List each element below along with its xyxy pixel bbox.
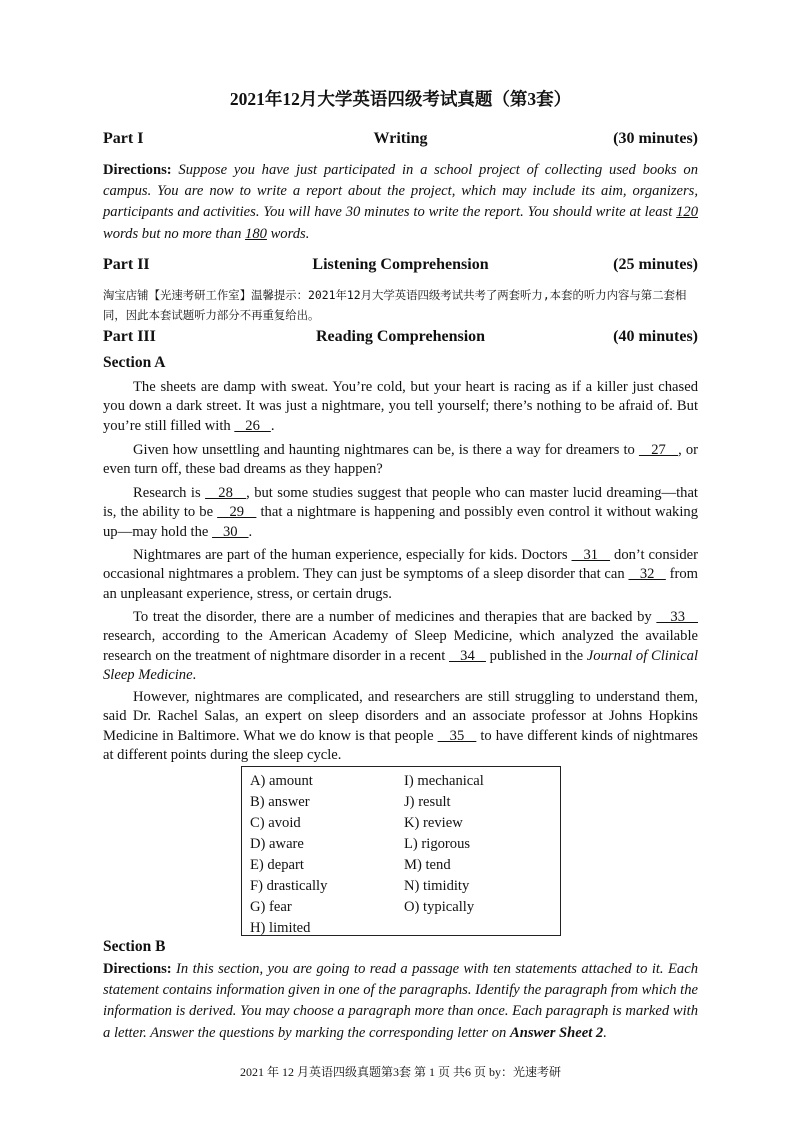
paragraph-text: that a nightmare is happening and possibly even control it without waking up—may hold the xyxy=(103,504,698,540)
word-option: A) amount xyxy=(250,773,313,789)
directions-text: words. xyxy=(266,225,310,242)
page-footer: 2021 年 12 月英语四级真题第3套 第 1 页 共6 页 by：光速考研 xyxy=(239,1065,561,1079)
blank-35: 35 xyxy=(437,727,477,744)
paragraph-text: research, according to the American Academy of Sleep Medicine, which analyzed the available research on the treatment of nightmare disorder in a recent xyxy=(103,628,698,664)
part1-name: Writing xyxy=(373,130,428,147)
page-title: 2021年12月大学英语四级考试真题（第3套） xyxy=(229,89,572,109)
journal-title: Journal of Clinical Sleep Medicine xyxy=(103,647,699,684)
passage-paragraph-2 xyxy=(103,441,698,480)
paragraph-text: The sheets are damp with sweat. You’re cold, but your heart is racing as if a killer just chased you down a dark street. It was just a nightmare, you tell yourself; there’s nothing to be afraid of. But you’re still filled with xyxy=(103,379,698,434)
word-option: E) depart xyxy=(250,857,304,873)
part1-directions xyxy=(103,160,698,245)
word-bank xyxy=(241,766,561,936)
word-option: D) aware xyxy=(250,836,304,852)
section-a-heading: Section A xyxy=(103,354,166,371)
word-option: K) review xyxy=(404,815,463,831)
passage-paragraph-6 xyxy=(103,688,698,766)
directions-text: Suppose you have just participated in a school project of collecting used books on campus. You are now to write a report about the project, which may include its aim, organizers, participants and activities. You will have 30 minutes to write the report. You should write at least xyxy=(103,162,698,221)
paragraph-text: , but some studies suggest that people who can master lucid dreaming—that is, the ability to be xyxy=(103,485,698,521)
word-option: O) typically xyxy=(404,899,475,915)
word-option: H) limited xyxy=(250,920,311,936)
section-b-directions xyxy=(103,959,698,1044)
word-option: J) result xyxy=(404,794,451,810)
word-bank-left-column xyxy=(250,771,327,939)
part3-name: Reading Comprehension xyxy=(315,328,486,345)
paragraph-text: Research is xyxy=(133,485,206,501)
part2-label: Part II xyxy=(103,256,150,273)
word-option: M) tend xyxy=(404,857,451,873)
passage-paragraph-1 xyxy=(103,378,698,436)
directions-text: words but no more than xyxy=(103,225,246,242)
passage-paragraph-5 xyxy=(103,608,698,686)
paragraph-text: , or even turn off, these bad dreams as they happen? xyxy=(103,442,698,478)
directions-text: In this section, you are going to read a passage with ten statements attached to it. Each statement contains information given in one of the paragraphs. Identify the paragraph from which the information is derived. You may choose a paragraph more than once. Each paragraph is marked with a letter. Answer the questions by marking the corresponding letter on xyxy=(103,961,698,1041)
blank-32: 32 xyxy=(628,566,666,583)
section-b-heading: Section B xyxy=(103,938,166,955)
min-words: 120 xyxy=(676,204,698,221)
part3-time: (40 minutes) xyxy=(613,328,698,345)
paragraph-text: . xyxy=(270,417,275,434)
directions-label: Directions: xyxy=(103,961,172,977)
blank-34: 34 xyxy=(449,647,486,664)
word-option: N) timidity xyxy=(404,878,470,894)
passage-paragraph-4 xyxy=(103,546,698,604)
part1-label: Part I xyxy=(103,130,144,147)
part1-header xyxy=(103,130,698,152)
word-option: C) avoid xyxy=(250,815,301,831)
paragraph-text: Nightmares are part of the human experience, especially for kids. Doctors xyxy=(133,547,572,563)
paragraph-text: from an unpleasant experience, stress, or certain drugs. xyxy=(103,566,698,602)
word-bank-right-column xyxy=(404,771,484,918)
answer-sheet-ref: Answer Sheet 2 xyxy=(509,1024,604,1041)
part3-label: Part III xyxy=(103,328,156,345)
directions-text: . xyxy=(603,1024,607,1041)
blank-26: 26 xyxy=(234,417,271,434)
blank-30: 30 xyxy=(212,523,249,540)
listening-notice: 淘宝店铺【光速考研工作室】温馨提示：2021年12月大学英语四级考试共考了两套听力,本套的听力内容与第二套相同，因此本套试题听力部分不再重复给出。 xyxy=(103,288,687,322)
word-option: L) rigorous xyxy=(404,836,471,852)
part2-time: (25 minutes) xyxy=(613,256,698,273)
paragraph-text: However, nightmares are complicated, and researchers are still struggling to understand them, said Dr. Rachel Salas, an expert on sleep disorders and an associate professor at Johns Hopkins Medicine in Baltimore. What we do know is that people xyxy=(103,689,698,744)
max-words: 180 xyxy=(245,225,267,242)
word-option: F) drastically xyxy=(250,878,328,894)
blank-33: 33 xyxy=(656,609,698,625)
directions-label: Directions: xyxy=(103,162,172,178)
word-option: I) mechanical xyxy=(404,773,484,789)
paragraph-text: published in the xyxy=(485,647,587,664)
paragraph-text: to have different kinds of nightmares at different points during the sleep cycle. xyxy=(103,727,698,764)
blank-28: 28 xyxy=(205,485,247,501)
word-option: G) fear xyxy=(250,899,292,915)
passage-paragraph-3 xyxy=(103,484,698,542)
paragraph-text: To treat the disorder, there are a number of medicines and therapies that are backed by xyxy=(133,609,657,625)
blank-27: 27 xyxy=(638,442,679,458)
blank-29: 29 xyxy=(217,504,257,521)
word-option: B) answer xyxy=(250,794,310,810)
part2-header xyxy=(103,256,698,278)
paragraph-text: Given how unsettling and haunting nightmares can be, is there a way for dreamers to xyxy=(133,442,639,458)
blank-31: 31 xyxy=(571,547,611,563)
part3-header xyxy=(103,328,698,350)
part1-time: (30 minutes) xyxy=(613,130,698,147)
paragraph-text: don’t consider occasional nightmares a problem. They can just be symptoms of a sleep disorder that can xyxy=(103,547,699,583)
paragraph-text: . xyxy=(192,667,197,684)
paragraph-text: . xyxy=(248,523,253,540)
part2-name: Listening Comprehension xyxy=(312,256,489,273)
